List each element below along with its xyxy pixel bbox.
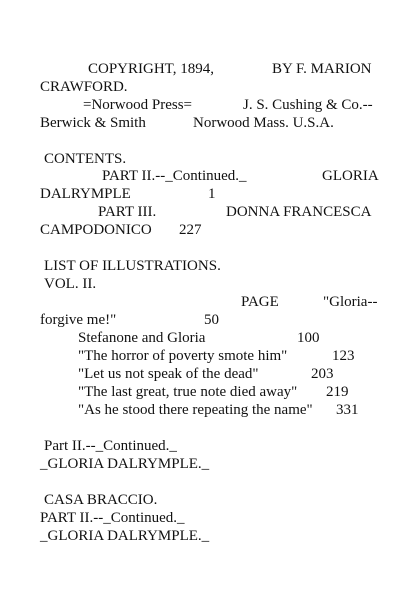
press-cont-left: Berwick & Smith (40, 115, 146, 131)
copyright-right: BY F. MARION (272, 61, 372, 77)
contents-entry-title-cont: DALRYMPLE (40, 186, 131, 202)
contents-entry-page: 227 (179, 222, 202, 238)
press-left: =Norwood Press= (83, 97, 192, 113)
illustrations-page-label: PAGE (241, 294, 279, 310)
illustration-page: 203 (311, 366, 334, 382)
chapter-line1: PART II.--_Continued._ (40, 510, 185, 526)
illustration-title: "Let us not speak of the dead" (78, 366, 259, 382)
illustrations-volume: VOL. II. (44, 276, 97, 292)
contents-entry-page: 1 (208, 186, 216, 202)
illustration-page: 123 (332, 348, 355, 364)
illustration-title: "The last great, true note died away" (78, 384, 298, 400)
copyright-cont: CRAWFORD. (40, 79, 128, 95)
illustration-page: 331 (336, 402, 359, 418)
part-header-line2: _GLORIA DALRYMPLE._ (40, 456, 210, 472)
copyright-left: COPYRIGHT, 1894, (88, 61, 214, 77)
chapter-title: CASA BRACCIO. (44, 492, 158, 508)
illustration-page: 50 (204, 312, 219, 328)
contents-entry-title: GLORIA (322, 168, 379, 184)
illustration-title: "As he stood there repeating the name" (78, 402, 313, 418)
contents-entry-title-cont: CAMPODONICO (40, 222, 152, 238)
press-cont-right: Norwood Mass. U.S.A. (193, 115, 334, 131)
contents-entry-part: PART II.--_Continued._ (102, 168, 247, 184)
contents-entry-part: PART III. (98, 204, 157, 220)
illustration-title: Stefanone and Gloria (78, 330, 206, 346)
chapter-line2: _GLORIA DALRYMPLE._ (40, 528, 210, 544)
part-header-line1: Part II.--_Continued._ (44, 438, 177, 454)
illustration-page: 219 (326, 384, 349, 400)
illustration-title-cont: forgive me!" (40, 312, 117, 328)
illustration-title: "The horror of poverty smote him" (78, 348, 288, 364)
illustration-page: 100 (297, 330, 320, 346)
illustration-title: "Gloria-- (323, 294, 378, 310)
contents-heading: CONTENTS. (44, 151, 127, 167)
press-right: J. S. Cushing & Co.-- (243, 97, 373, 113)
contents-entry-title: DONNA FRANCESCA (226, 204, 372, 220)
illustrations-heading: LIST OF ILLUSTRATIONS. (44, 258, 221, 274)
